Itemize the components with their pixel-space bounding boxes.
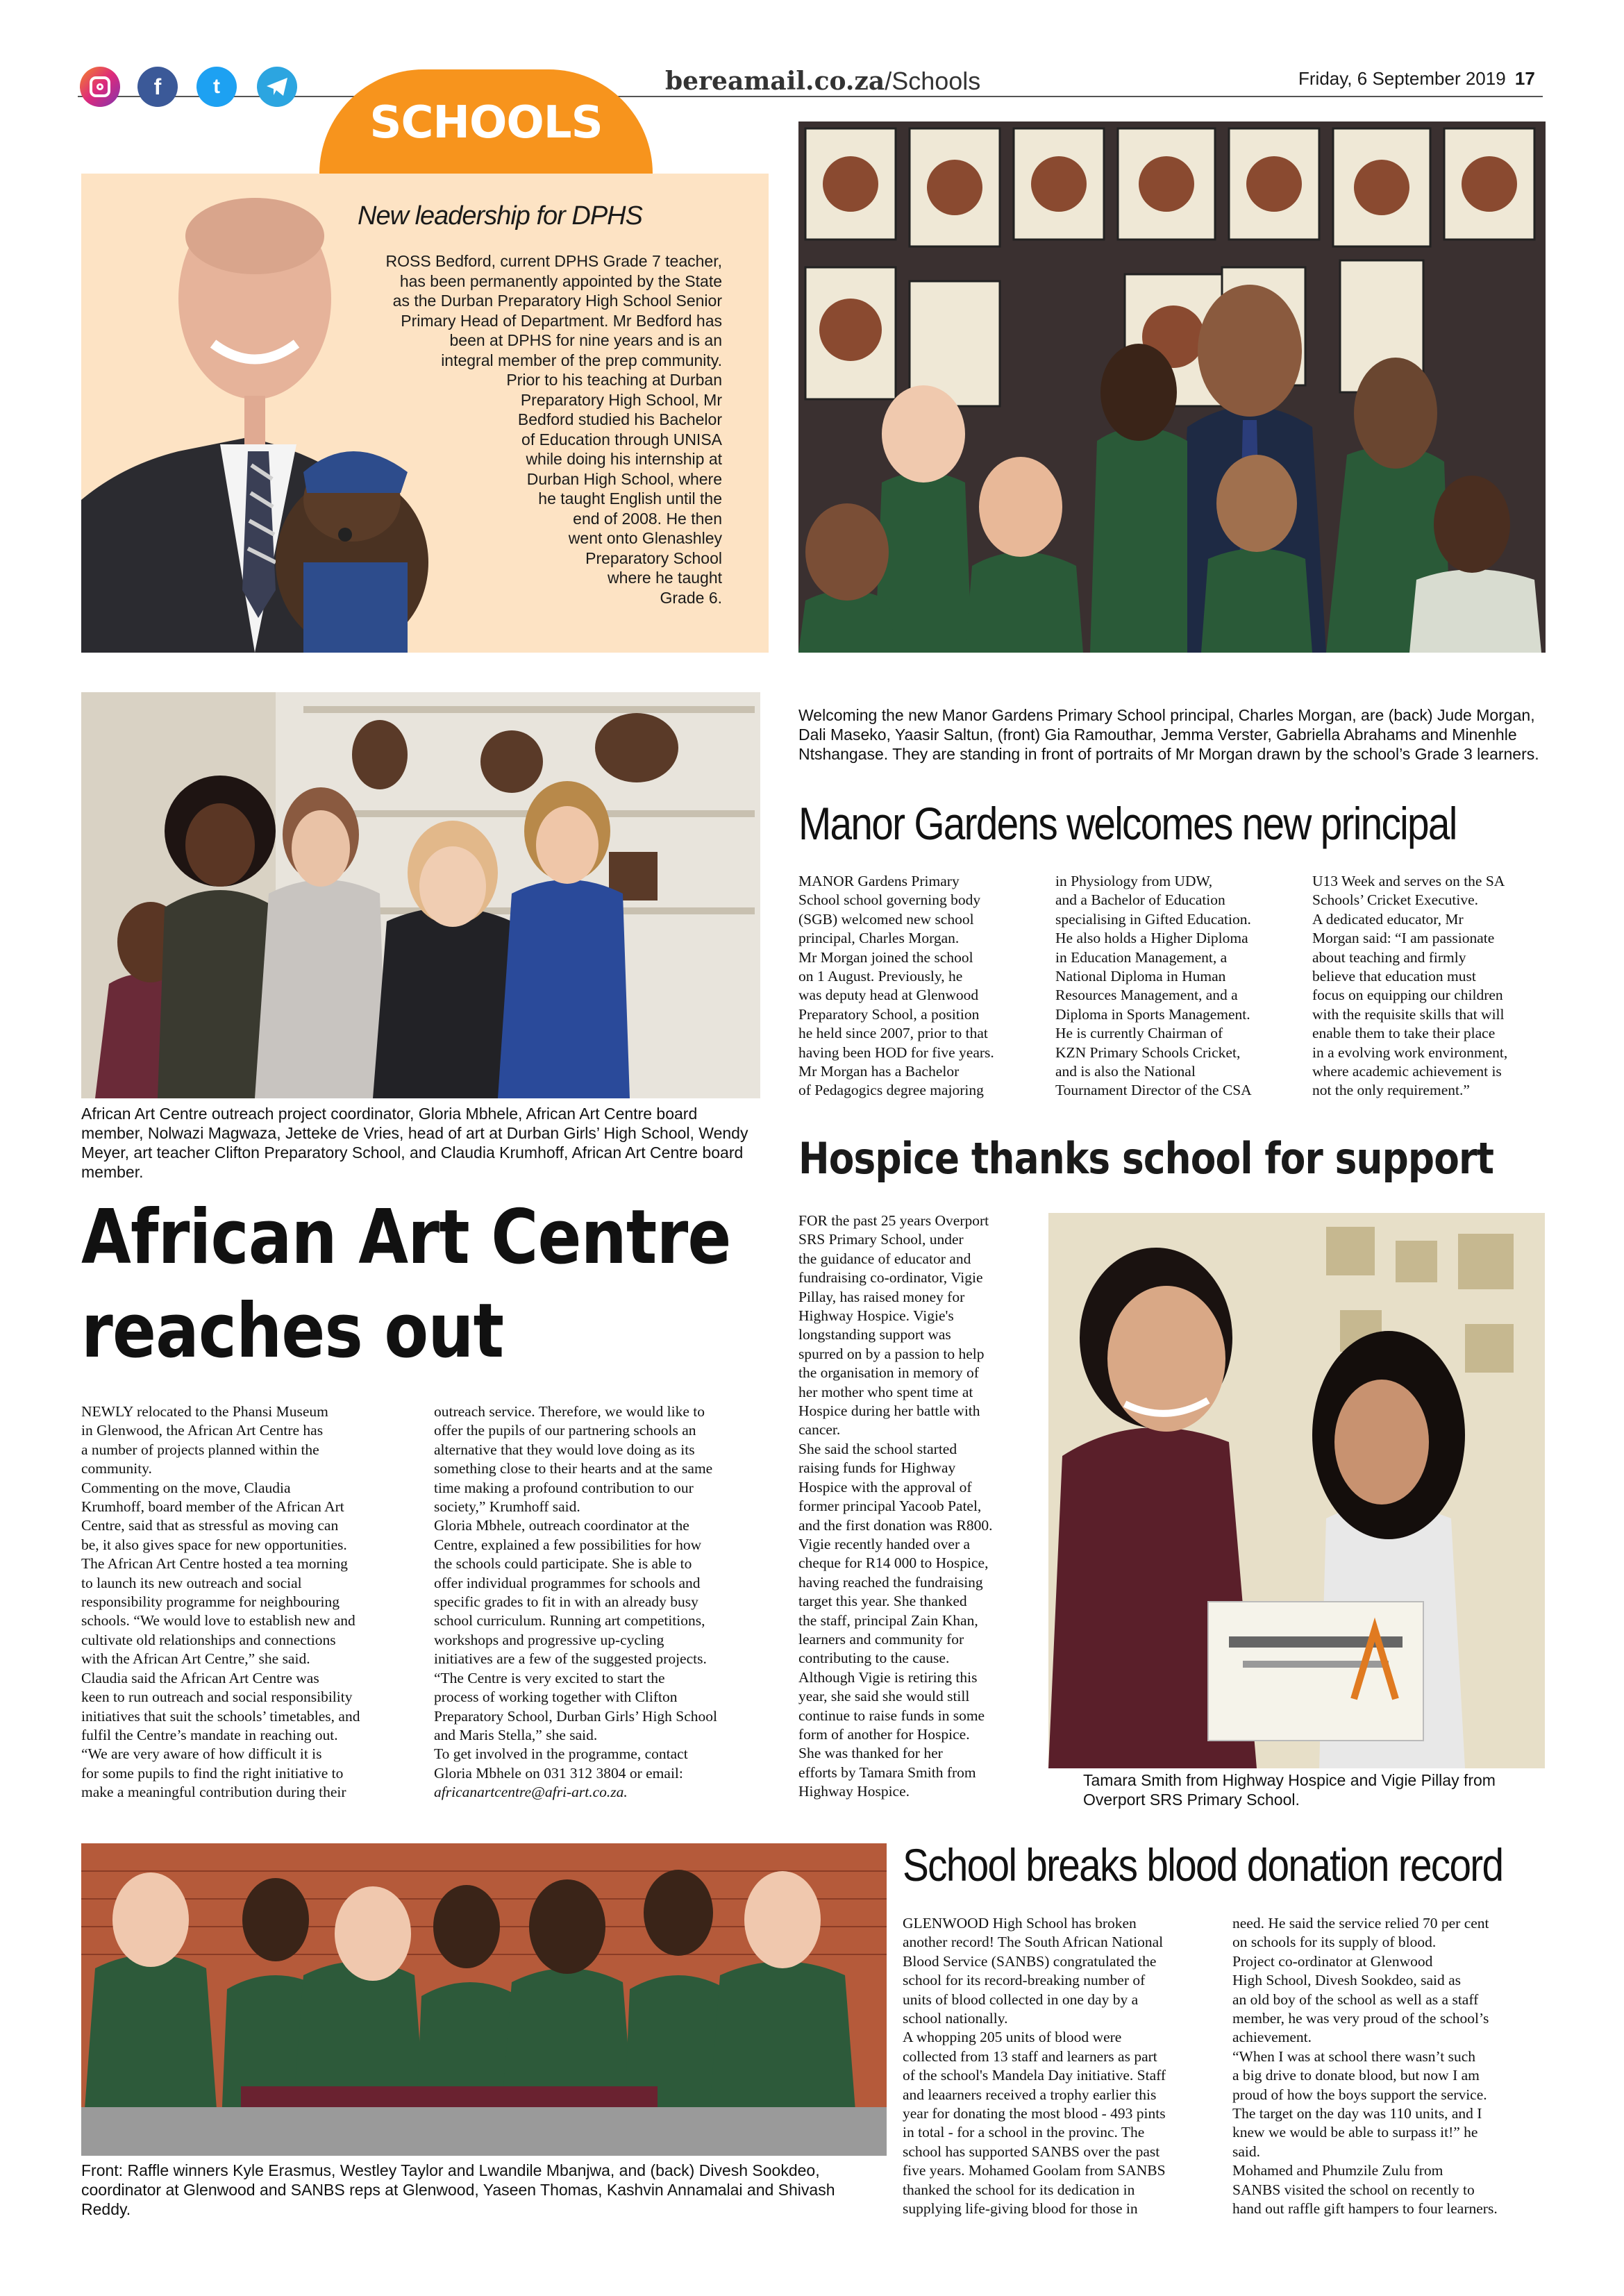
art-centre-headline-1: African Art Centre — [81, 1194, 731, 1281]
art-centre-col-1: NEWLY relocated to the Phansi Museum in Glenwood, the African Art Centre has a number of projects planned within the community. Commenting on the move, Claudia Krumhoff, board member of the African Art Centre, said that as stressful as moving can be, it also gives space for new opportunities. The African Art Centre hosted a tea morning to launch its new outreach and social responsibility programme for neighbouring schools. “We would love to establish new and cultivate old relationships and connections with the African Art Centre,” she said. Claudia said the African Art Centre was keen to run outreach and social responsibility initiatives that suit the schools’ timetables, and fulfil the Centre’s mandate in reaching out. “We are very aware of how difficult it is for some pupils to find the right initiative to make a meaningful contribution during their — [81, 1403, 360, 1801]
instagram-icon[interactable] — [80, 67, 120, 107]
manor-photo — [798, 121, 1546, 653]
page-number: 17 — [1514, 68, 1535, 89]
art-centre-headline-2: reaches out — [81, 1288, 504, 1375]
section-name: /Schools — [885, 67, 981, 95]
manor-headline: Manor Gardens welcomes new principal — [798, 798, 1457, 849]
blood-headline: School breaks blood donation record — [903, 1839, 1503, 1891]
glenwood-caption: Front: Raffle winners Kyle Erasmus, Westley Taylor and Lwandile Mbanjwa, and (back) Divesh Sookdeo, coordinator at Glenwood and SANBS reps at Glenwood, Yaseen Thomas, Kashvin Annamalai and Shivash Reddy. — [81, 2161, 835, 2218]
glenwood-photo — [81, 1843, 887, 2156]
art-centre-col-2 — [434, 1402, 767, 1802]
section-path — [665, 67, 980, 96]
hospice-caption: Tamara Smith from Highway Hospice and Vigie Pillay from Overport SRS Primary School. — [1083, 1771, 1496, 1809]
art-centre-photo — [81, 692, 760, 1098]
hospice-photo — [1048, 1213, 1545, 1768]
blood-col-1: GLENWOOD High School has broken another record! The South African National Blood Service (SANBS) congratulated the school for its record-breaking number of units of blood collected in one day by a school nationally. A whopping 205 units of blood were collected from 13 staff and learners as part of the school's Mandela Day initiative. Staff and leaarners received a trophy earlier this year for donating the most blood - 493 pints in total - for a school in the provinc. The school has supported SANBS over the past five years. Mohamed Goolam from SANBS thanked the school for its dedication in supplying life-giving blood for those in — [903, 1915, 1166, 2218]
facebook-icon[interactable]: f — [137, 67, 178, 107]
issue-date — [1298, 68, 1535, 90]
blood-col-2: need. He said the service relied 70 per cent on schools for its supply of blood. Project co-ordinator at Glenwood High School, Divesh Sookdeo, said as an old boy of the school as well as a staff member, he was very proud of the school’s achievement. “When I was at school there wasn’t such a big drive to donate blood, but now I am proud of how the boys support the service. The target on the day was 110 units, and I knew we would be able to surpass it!” he said. Mohamed and Phumzile Zulu from SANBS visited the school on recently to hand out raffle gift hampers to four learners. — [1232, 1915, 1498, 2218]
art-centre-email-link[interactable]: africanartcentre@afri-art.co.za. — [434, 1784, 628, 1801]
header-rule — [78, 96, 1543, 97]
art-centre-caption: African Art Centre outreach project coordinator, Gloria Mbhele, African Art Centre board member, Nolwazi Magwaza, Jetteke de Vries, head of art at Durban Girls’ High School, Wendy Meyer, art teacher Clifton Preparatory School, and Claudia Krumhoff, African Art Centre board member. — [81, 1105, 748, 1181]
telegram-icon[interactable] — [257, 67, 297, 107]
twitter-icon[interactable]: t — [196, 67, 237, 107]
manor-col-1: MANOR Gardens Primary School school governing body (SGB) welcomed new school principal, Charles Morgan. Mr Morgan joined the school on 1 August. Previously, he was deputy head at Glenwood Preparatory School, a position he held since 2007, prior to that having been HOD for five years. Mr Morgan has a Bachelor of Pedagogics degree majoring — [798, 873, 994, 1099]
section-tab-label: SCHOOLS — [369, 97, 603, 149]
art-centre-col-2-text: outreach service. Therefore, we would like to offer the pupils of our partnering schools an alternative that they would love doing as its something close to their hearts and at the same time making a profound contribution to our society,” Krumhoff said. Gloria Mbhele, outreach coordinator at the Centre, explained a few possibilities for how the schools could participate. She is able to offer individual programmes for schools and specific grades to fit in with an already busy school curriculum. Running art competitions, workshops and progressive up-cycling initiatives are a few of the suggested projects. “The Centre is very excited to start the process of working together with Clifton Preparatory School, Durban Girls’ High School and Maris Stella,” she said. To get involved in the programme, contact Gloria Mbhele on 031 312 3804 or email: — [434, 1403, 718, 1782]
dphs-title: New leadership for DPHS — [358, 201, 642, 231]
hospice-headline: Hospice thanks school for support — [798, 1133, 1494, 1184]
date-text: Friday, 6 September 2019 — [1298, 68, 1506, 89]
dphs-body: ROSS Bedford, current DPHS Grade 7 teacher, has been permanently appointed by the State as the Durban Preparatory High School Senior Primary Head of Department. Mr Bedford has been at DPHS for nine years and is an integral member of the prep community. Prior to his teaching at Durban Preparatory High School, Mr Bedford studied his Bachelor of Education through UNISA while doing his internship at Durban High School, where he taught English until the end of 2008. He then went onto Glenashley Preparatory School where he taught Grade 6. — [385, 252, 722, 607]
manor-col-2: in Physiology from UDW, and a Bachelor of Education specialising in Gifted Education. He also holds a Higher Diploma in Education Management, a National Diploma in Human Resources Management, and a Diploma in Sports Management. He is currently Chairman of KZN Primary Schools Cricket, and is also the National Tournament Director of the CSA — [1055, 873, 1252, 1099]
manor-caption: Welcoming the new Manor Gardens Primary School principal, Charles Morgan, are (back) Jude Morgan, Dali Maseko, Yaasir Saltun, (front) Gia Ramouthar, Jemma Verster, Gabriella Abrahams and Minenhle Ntshangase. They are standing in front of portraits of Mr Morgan drawn by the school’s Grade 3 learners. — [798, 706, 1539, 763]
site-url[interactable]: bereamail.co.za — [665, 67, 885, 96]
manor-col-3: U13 Week and serves on the SA Schools’ Cricket Executive. A dedicated educator, Mr Morgan said: “I am passionate about teaching and firmly believe that education must focus on equipping our children with the requisite skills that will enable them to take their place in a evolving work environment, where academic achievement is not the only requirement.” — [1312, 873, 1508, 1099]
hospice-col-1: FOR the past 25 years Overport SRS Primary School, under the guidance of educator and fundraising co-ordinator, Vigie Pillay, has raised money for Highway Hospice. Vigie's longstanding support was spurred on by a passion to help the organisation in memory of her mother who spent time at Hospice during her battle with cancer. She said the school started raising funds for Highway Hospice with the approval of former principal Yacoob Patel, and the first donation was R800. Vigie recently handed over a cheque for R14 000 to Hospice, having reached the fundraising target this year. She thanked the staff, principal Zain Khan, learners and community for contributing to the cause. Although Vigie is retiring this year, she said she would still continue to raise funds in some form of another for Hospice. She was thanked for her efforts by Tamara Smith from Highway Hospice. — [798, 1212, 993, 1800]
